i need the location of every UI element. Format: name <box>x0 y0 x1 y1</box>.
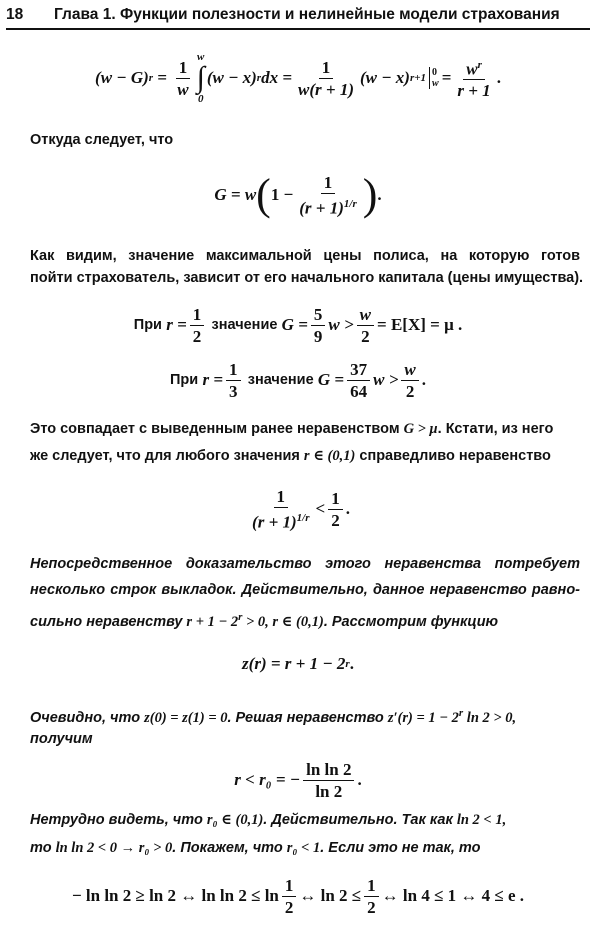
formula-integral: (w − G) r = $\frac{1}{w}$ w ∫ 0 (w − x) r dx = $\frac{1}{w(r + 1)}$ (w − x) r+1 0 w = $\frac{w^r}{r + 1}$ . <box>95 51 501 105</box>
text-line: то ln ln 2 < 0 → r₀ > 0. Покажем, что r₀ < 1. Если это не так, то <box>30 840 481 856</box>
text-line: же следует, что для любого значения r ∈ (0,1) справедливо неравенство <box>30 448 551 464</box>
formula-last: − ln ln 2 ≥ ln 2 ↔ ln ln 2 ≤ ln $\frac{1}{2}$ ↔ ln 2 ≤ $\frac{1}{2}$ ↔ ln 4 ≤ 1 ↔ 4 ≤ e . <box>71 875 525 917</box>
text-line: пойти страхователь, зависит от его начального капитала (цены имущества). <box>30 270 584 286</box>
text-line: Как видим, значение максимальной цены полиса, на которую готов <box>30 248 580 264</box>
text-line: несколько строк выкладок. Действительно, данное неравенство равно- <box>30 582 580 598</box>
chapter-title: Глава 1. Функции полезности и нелинейные модели страхования <box>54 6 560 23</box>
text-line: Очевидно, что z(0) = z(1) = 0. Решая неравенство $z'(r) = 1 - 2^r$ ln 2 > 0, <box>30 707 517 726</box>
text-line: Нетрудно видеть, что r₀ ∈ (0,1). Действительно. Так как ln 2 < 1, <box>30 812 507 828</box>
page-number: 18 <box>6 6 24 23</box>
formula-G: G = w ( 1 − $\frac{1}{(r + 1)^{1/r}}$ ) . <box>214 170 382 219</box>
text-line: сильно неравенству $r + 1 - 2^r > 0$, r ∈ (0,1). Рассмотрим функцию <box>30 611 499 630</box>
formula-z: z(r) = r + 1 − 2 r . <box>242 654 354 673</box>
formula-ineq: $\frac{1}{(r + 1)^{1/r}}$ < $\frac{1}{2}$ . <box>252 486 350 532</box>
formula-r-third: При r = $\frac{1}{3}$ значение G = $\frac{37}{64}$ w > $\frac{w}{2}$ . <box>170 359 426 401</box>
text-line: Откуда следует, что <box>30 132 174 148</box>
running-header <box>6 2 590 30</box>
text-line: Это совпадает с выведенным ранее неравенством G > μ. Кстати, из него <box>30 421 554 437</box>
text-line: Непосредственное доказательство этого неравенства потребует <box>30 556 580 572</box>
text-line: получим <box>30 731 93 747</box>
formula-r-half: При r = $\frac{1}{2}$ значение G = $\frac{5}{9}$ w > $\frac{w}{2}$ = E[X] = μ . <box>133 304 463 346</box>
formula-r0: r < r₀ = − $\frac{\text{ln ln 2}}{\ln 2}$ . <box>234 759 362 801</box>
